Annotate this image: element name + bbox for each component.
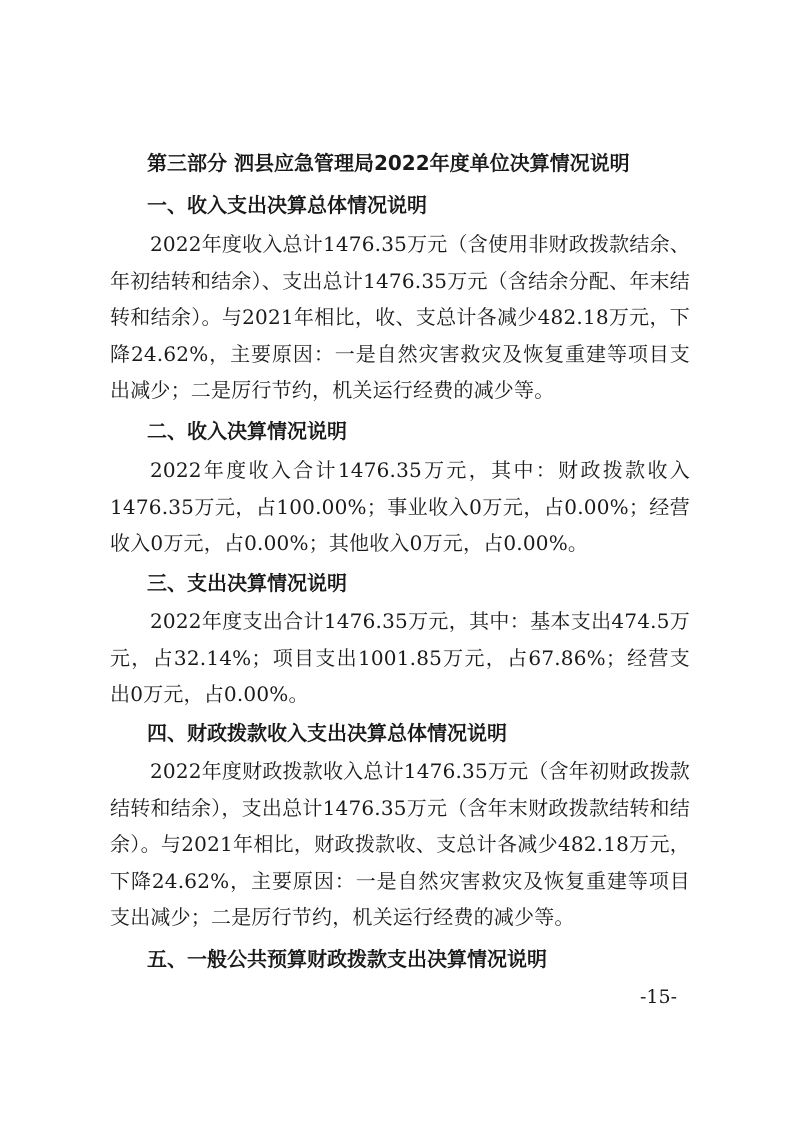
section-heading-3: 三、支出决算情况说明 [147, 571, 347, 595]
section-heading-5: 五、一般公共预算财政拨款支出决算情况说明 [147, 947, 547, 971]
section-paragraph-2: 2022年度收入合计1476.35万元，其中：财政拨款收入1476.35万元，占100.00%；事业收入0万元，占0.00%；经营收入0万元，占0.00%；其他收入0万元，占0.00%。 [110, 458, 690, 555]
section-heading-1: 一、收入支出决算总体情况说明 [147, 193, 427, 217]
section-paragraph-1: 2022年度收入总计1476.35万元（含使用非财政拨款结余、年初结转和结余）、支出总计1476.35万元（含结余分配、年末结转和结余）。与2021年相比，收、支总计各减少482.18万元，下降24.62%，主要原因：一是自然灾害救灾及恢复重建等项目支出减少；二是厉行节约，机关运行经费的减少等。 [110, 232, 690, 402]
page-number: -15- [640, 986, 678, 1008]
section-heading-4: 四、财政拨款收入支出决算总体情况说明 [147, 721, 507, 745]
section-paragraph-3: 2022年度支出合计1476.35万元，其中：基本支出474.5万元，占32.14%；项目支出1001.85万元，占67.86%；经营支出0万元，占0.00%。 [110, 609, 690, 706]
section-heading-2: 二、收入决算情况说明 [147, 419, 347, 443]
section-paragraph-4: 2022年度财政拨款收入总计1476.35万元（含年初财政拨款结转和结余），支出总计1476.35万元（含年末财政拨款结转和结余）。与2021年相比，财政拨款收、支总计各减少482.18万元，下降24.62%，主要原因：一是自然灾害救灾及恢复重建等项目支出减少；二是厉行节约，机关运行经费的减少等。 [110, 759, 690, 929]
page-title: 第三部分 泗县应急管理局2022年度单位决算情况说明 [147, 151, 630, 175]
